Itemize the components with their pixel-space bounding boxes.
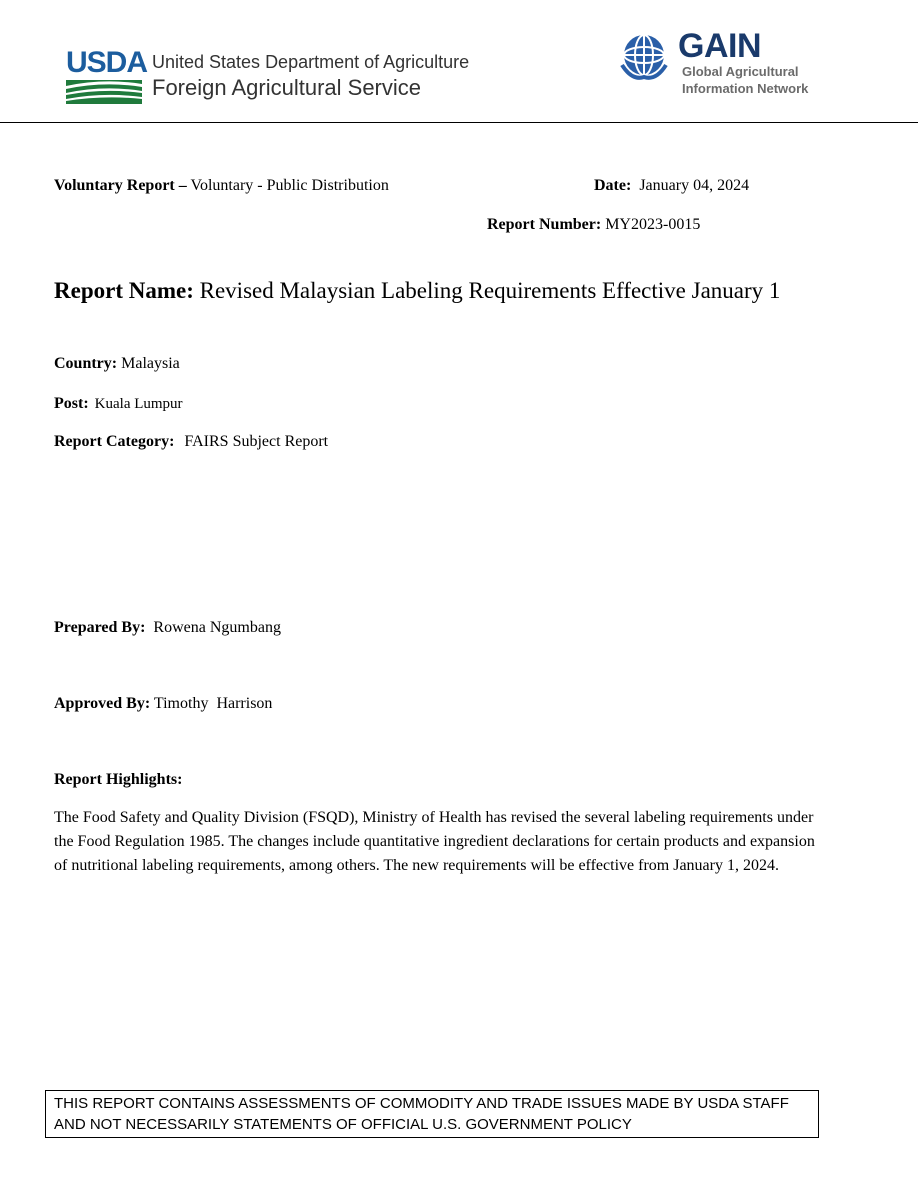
- country: [54, 354, 180, 374]
- date-label: Date:: [594, 177, 632, 194]
- header-divider: [0, 122, 918, 123]
- report-name-label: Report Name:: [54, 278, 194, 303]
- category-value: FAIRS Subject Report: [184, 433, 329, 450]
- department-name: United States Department of Agriculture: [152, 52, 470, 72]
- date-value: January 04, 2024: [639, 177, 750, 194]
- approved-label: Approved By:: [54, 695, 151, 712]
- gain-subtitle-line2: Information Network: [682, 81, 809, 96]
- post-label: Post:: [54, 395, 89, 412]
- highlights-text: The Food Safety and Quality Division (FSQD), Ministry of Health has revised the several labeling requirements under the Food Regulation 1985. The changes include quantitative ingredient declarations for certain products and expansion of nutritional labeling requirements, among others. The new requirements will be effective from January 1, 2024.: [54, 809, 815, 874]
- report-type-value: Voluntary - Public Distribution: [190, 177, 389, 194]
- report-type: [54, 176, 389, 196]
- report-date: [594, 176, 749, 196]
- report-name: [54, 276, 814, 306]
- disclaimer-line2: AND NOT NECESSARILY STATEMENTS OF OFFICIAL U.S. GOVERNMENT POLICY: [54, 1116, 632, 1133]
- usda-logo-text: USDA: [66, 46, 148, 79]
- report-category: [54, 432, 328, 452]
- approved-by: [54, 694, 272, 714]
- globe-icon: [618, 31, 670, 83]
- prepared-by: [54, 618, 281, 638]
- report-name-value: Revised Malaysian Labeling Requirements Effective January 1: [199, 278, 781, 303]
- report-type-label: Voluntary Report –: [54, 177, 187, 194]
- gain-subtitle-line1: Global Agricultural: [682, 64, 799, 79]
- gain-title: GAIN: [678, 27, 761, 65]
- report-number: [487, 215, 700, 235]
- usda-fields-logo-icon: [66, 80, 142, 104]
- prepared-value: Rowena Ngumbang: [153, 619, 281, 636]
- service-name: Foreign Agricultural Service: [152, 75, 422, 100]
- category-label: Report Category:: [54, 433, 175, 450]
- report-number-value: MY2023-0015: [605, 216, 701, 233]
- post: [54, 394, 183, 414]
- highlights-title: Report Highlights:: [54, 771, 183, 788]
- country-label: Country:: [54, 355, 118, 372]
- disclaimer-box: [45, 1090, 819, 1138]
- post-value: Kuala Lumpur: [94, 396, 183, 412]
- prepared-label: Prepared By:: [54, 619, 146, 636]
- report-number-label: Report Number:: [487, 216, 602, 233]
- disclaimer-line1: THIS REPORT CONTAINS ASSESSMENTS OF COMMODITY AND TRADE ISSUES MADE BY USDA STAFF: [54, 1095, 789, 1112]
- approved-value: Timothy Harrison: [153, 695, 273, 712]
- country-value: Malaysia: [121, 355, 180, 372]
